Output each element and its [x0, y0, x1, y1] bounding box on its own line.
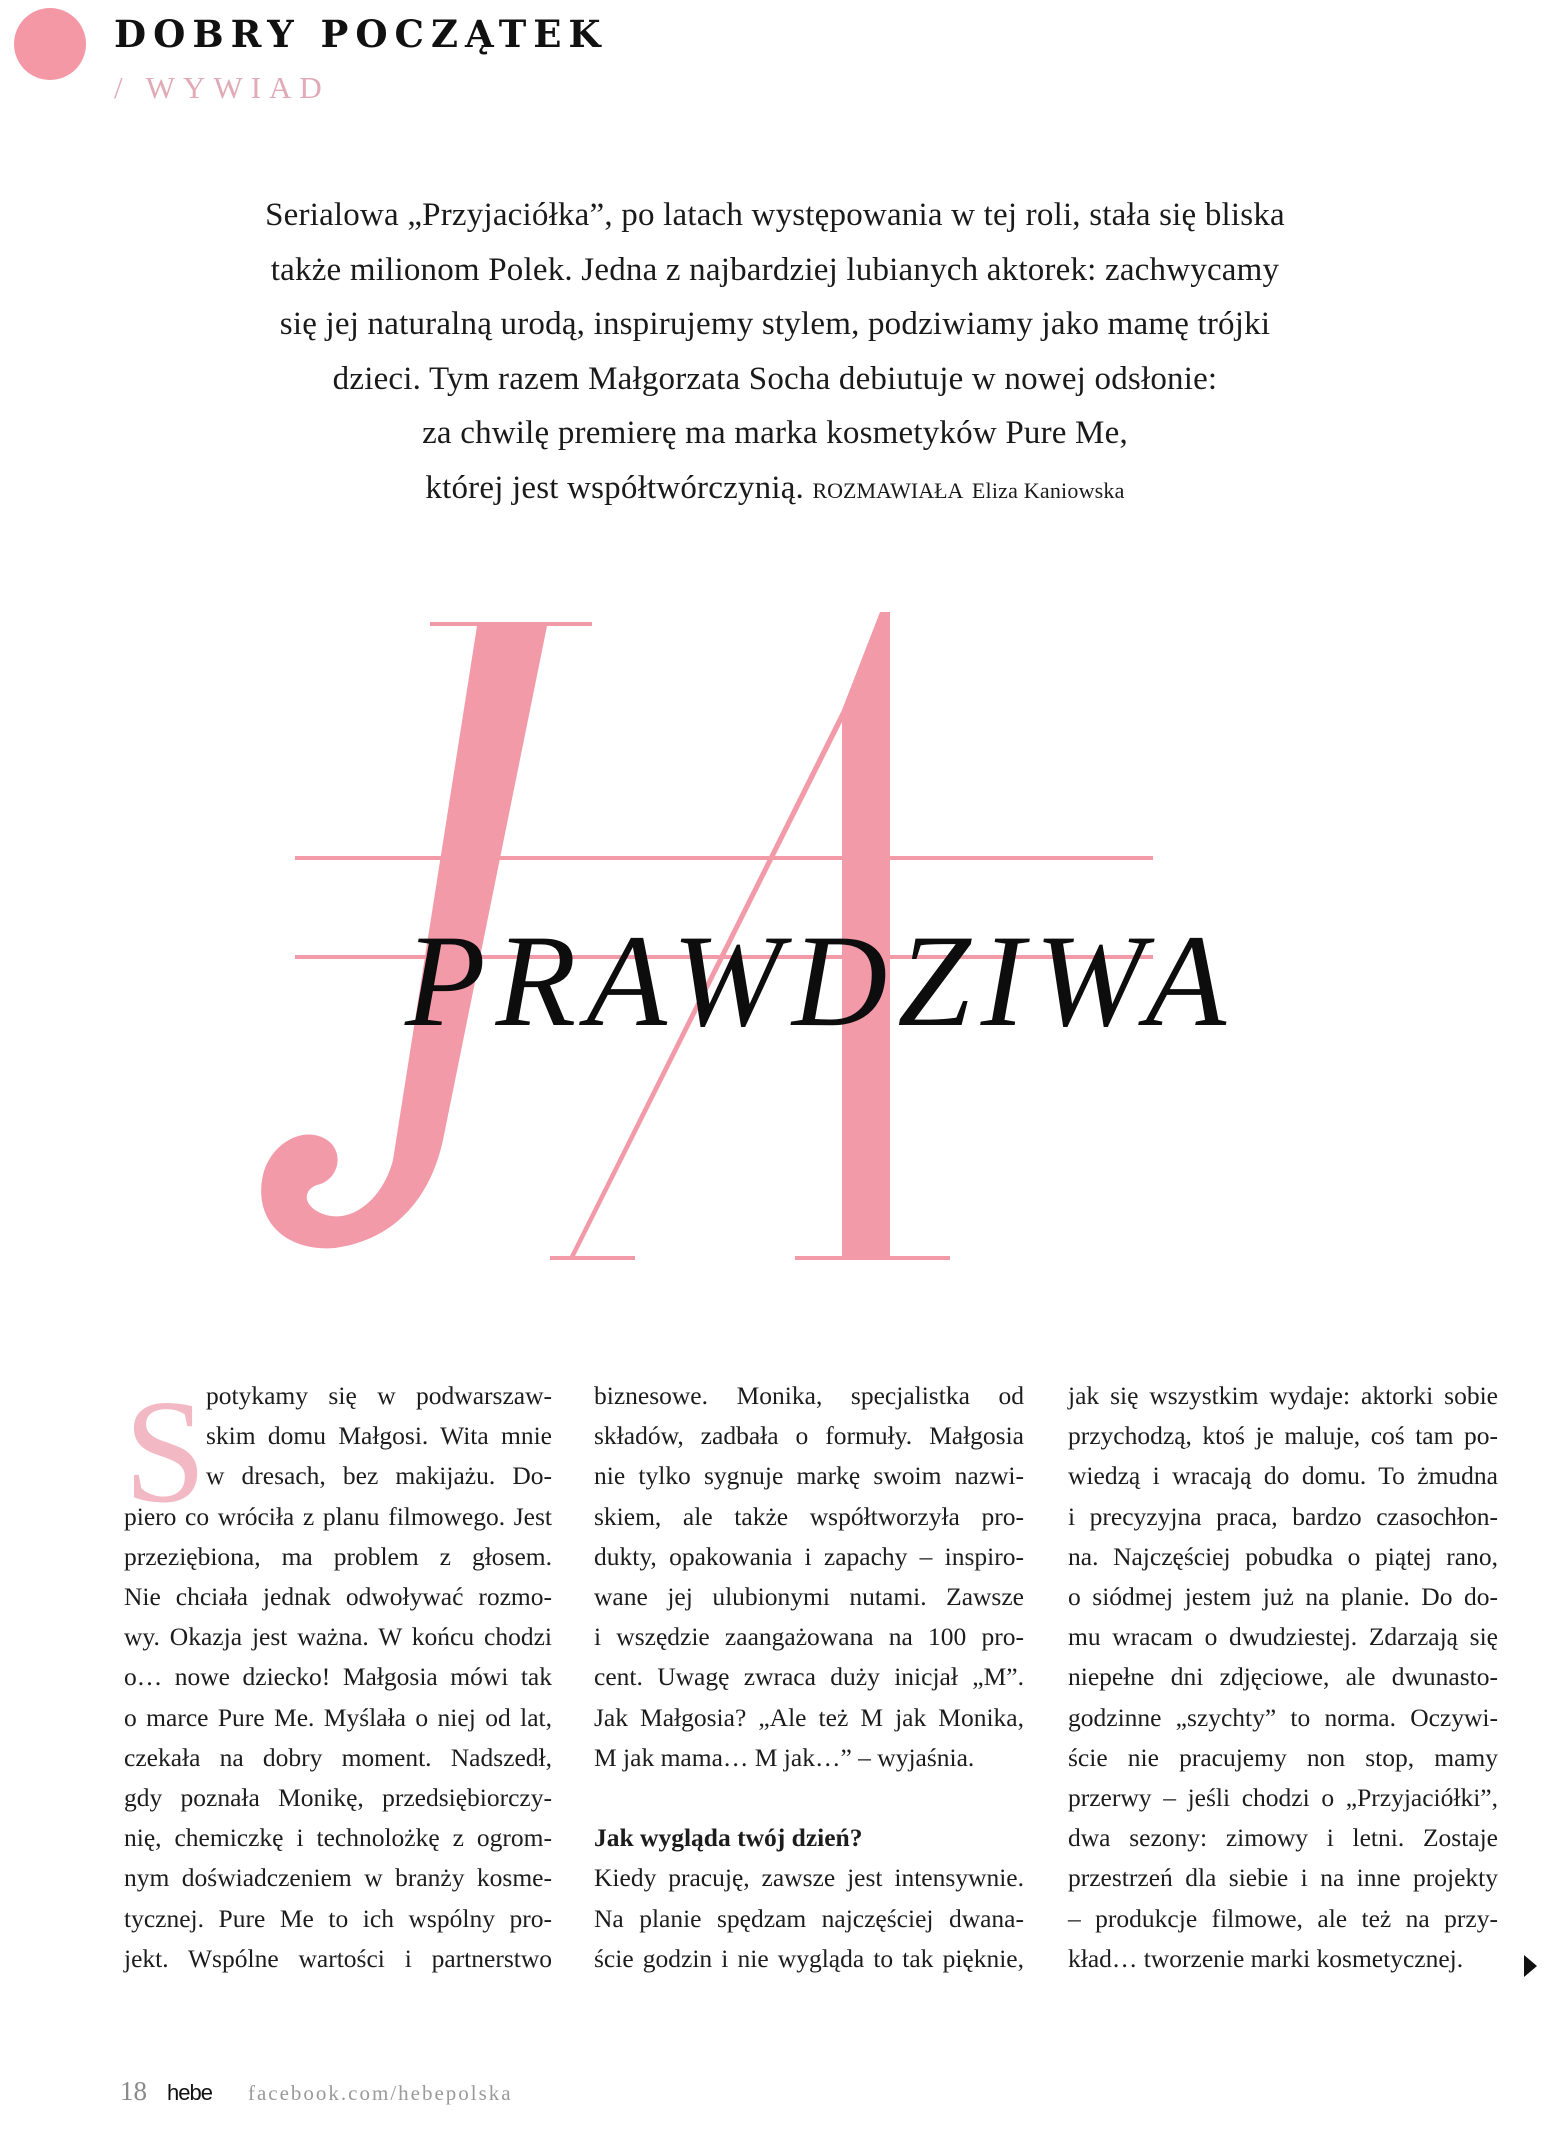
body-line: tycznej. Pure Me to ich wspólny pro- [124, 1903, 552, 1933]
lead-line: także milionom Polek. Jedna z najbardziej lubianych aktorek: zachwycamy [270, 251, 1280, 288]
body-line: w dresach, bez makijażu. Do- [206, 1461, 552, 1491]
body-line: czekała na dobry moment. Nadszedł, [124, 1742, 552, 1772]
body-line: przestrzeń dla siebie i na inne projekty [1068, 1863, 1498, 1893]
body-line: mu wracam o dwudziestej. Zdarzają się [1068, 1622, 1498, 1652]
body-line: i wszędzie zaangażowana na 100 pro- [594, 1622, 1024, 1652]
body-line: jak się wszystkim wydaje: aktorki sobie [1068, 1381, 1498, 1410]
lead-line: się jej naturalną urodą, inspirujemy stylem, podziwiamy jako mamę trójki [279, 306, 1271, 342]
article-column-2 [594, 1376, 1024, 1979]
lead-line: Serialowa „Przyjaciółka”, po latach występowania w tej roli, stała się bliska [265, 197, 1285, 233]
body-line: piero co wróciła z planu filmowego. Jest [124, 1501, 552, 1531]
body-line: – produkcje filmowe, ale też na przy- [1068, 1903, 1498, 1933]
lead-line-with-byline [200, 461, 1350, 519]
section-marker-dot [14, 8, 86, 80]
body-line: potykamy się w podwarszaw- [206, 1381, 552, 1410]
body-line: o siódmej jestem już na planie. Do do- [1068, 1582, 1498, 1612]
lead-line: za chwilę premierę ma marka kosmetyków Pure Me, [422, 415, 1128, 451]
body-line: skim domu Małgosi. Wita mnie [206, 1421, 552, 1451]
paragraph-gap [594, 1778, 1024, 1818]
body-line: cent. Uwagę zwraca duży inicjał „M”. [594, 1662, 1024, 1692]
body-line: dwa sezony: zimowy i letni. Zostaje [1068, 1823, 1498, 1853]
body-line: niepełne dni zdjęciowe, ale dwunasto- [1068, 1662, 1498, 1692]
drop-cap: S [124, 1370, 207, 1534]
body-line: nym doświadczeniem w branży kosme- [124, 1863, 552, 1893]
body-line: wy. Okazja jest ważna. W końcu chodzi [124, 1622, 552, 1652]
play-triangle-icon [1524, 1955, 1537, 1977]
body-line: Nie chciała jednak odwoływać rozmo- [124, 1582, 552, 1612]
brand-logo: hebe [167, 2080, 212, 2105]
body-line: skiem, ale także współtworzyła pro- [594, 1501, 1024, 1531]
article-column-1 [124, 1370, 552, 1979]
byline-label: ROZMAWIAŁA [812, 477, 964, 503]
body-line: Na planie spędzam najczęściej dwana- [594, 1903, 1024, 1933]
article-column-3 [1068, 1376, 1498, 1979]
headline: PRAWDZIWA [405, 907, 1237, 1054]
body-line: przychodzą, ktoś je maluje, coś tam po- [1068, 1421, 1498, 1451]
body-line: przeziębiona, ma problem z głosem. [124, 1541, 552, 1571]
body-line: gdy poznała Monikę, przedsiębiorczy- [124, 1783, 552, 1813]
body-line: ście nie pracujemy non stop, mamy [1068, 1742, 1498, 1772]
body-line: jekt. Wspólne wartości i partnerstwo [124, 1943, 552, 1973]
body-line: składów, zadbała o formuły. Małgosia [594, 1421, 1024, 1451]
body-line: biznesowe. Monika, specjalistka od [594, 1381, 1024, 1410]
body-line: wiedzą i wracają do domu. To żmudna [1068, 1461, 1498, 1491]
body-line: nię, chemiczkę i technolożkę z ogrom- [124, 1823, 552, 1853]
body-line: M jak mama… M jak…” – wyjaśnia. [594, 1742, 975, 1772]
interview-question: Jak wygląda twój dzień? [594, 1823, 863, 1853]
body-line: nie tylko sygnuje markę swoim nazwi- [594, 1461, 1024, 1491]
lead-paragraph [200, 188, 1350, 518]
page-number: 18 [120, 2076, 147, 2106]
page-footer [120, 2076, 513, 2107]
body-line: i precyzyjna praca, bardzo czasochłon- [1068, 1501, 1498, 1531]
body-line: ście godzin i nie wygląda to tak pięknie, [594, 1943, 1024, 1973]
body-line: o marce Pure Me. Myślała o niej od lat, [124, 1702, 552, 1732]
body-line: wane jej ulubionymi nutami. Zawsze [594, 1582, 1024, 1612]
body-line: kład… tworzenie marki kosmetycznej. [1068, 1943, 1464, 1973]
body-line: o… nowe dziecko! Małgosia mówi tak [124, 1662, 552, 1692]
body-line: dukty, opakowania i zapachy – inspiro- [594, 1541, 1024, 1571]
lead-line: dzieci. Tym razem Małgorzata Socha debiutuje w nowej odsłonie: [332, 360, 1218, 397]
body-line: na. Najczęściej pobudka o piątej rano, [1068, 1541, 1498, 1571]
body-line: godzinne „szychty” to norma. Oczywi- [1068, 1702, 1498, 1732]
section-title: DOBRY POCZĄTEK [114, 12, 608, 56]
lead-line: której jest współtwórczynią. [425, 469, 804, 506]
section-subtitle: / WYWIAD [114, 70, 330, 105]
body-line: przerwy – jeśli chodzi o „Przyjaciółki”, [1068, 1783, 1498, 1813]
social-link[interactable]: facebook.com/hebepolska [247, 2081, 513, 2105]
body-line: Kiedy pracuję, zawsze jest intensywnie. [594, 1863, 1024, 1893]
byline-author: Eliza Kaniowska [971, 477, 1125, 503]
body-line: Jak Małgosia? „Ale też M jak Monika, [594, 1702, 1024, 1732]
